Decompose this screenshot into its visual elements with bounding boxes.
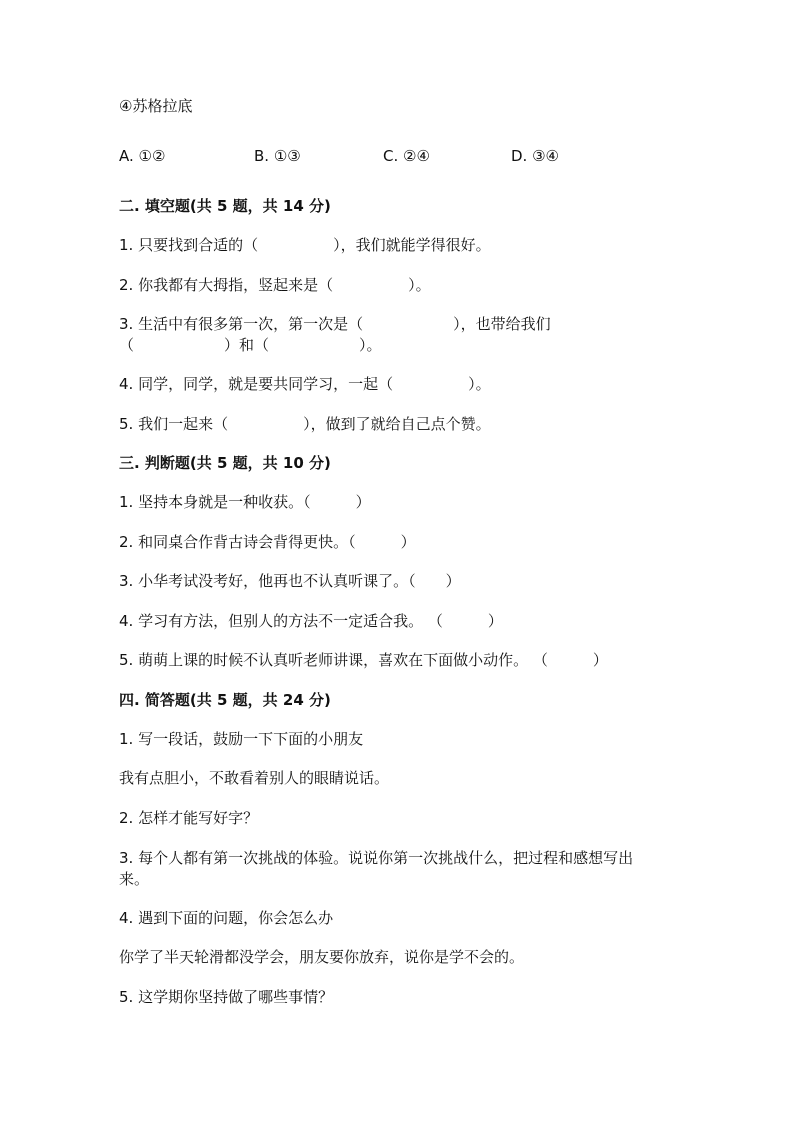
fill-question-3-line2: （ ）和（ ）。 — [119, 336, 382, 354]
option-d: D. ③④ — [511, 147, 559, 165]
section-heading-true-false: 三. 判断题(共 5 题，共 10 分) — [119, 454, 331, 472]
judge-question-4: 4. 学习有方法，但别人的方法不一定适合我。 （ ） — [119, 612, 503, 630]
judge-question-5: 5. 萌萌上课的时候不认真听老师讲课，喜欢在下面做小动作。 （ ） — [119, 651, 608, 669]
short-question-1-text: 我有点胆小，不敢看着别人的眼睛说话。 — [119, 769, 390, 787]
option-a: A. ①② — [119, 147, 166, 165]
choice-item-4: ④苏格拉底 — [119, 97, 193, 115]
fill-question-5: 5. 我们一起来（ ），做到了就给自己点个赞。 — [119, 415, 491, 433]
short-question-2: 2. 怎样才能写好字？ — [119, 809, 259, 827]
judge-question-3: 3. 小华考试没考好，他再也不认真听课了。（ ） — [119, 572, 461, 590]
short-question-5: 5. 这学期你坚持做了哪些事情？ — [119, 988, 334, 1006]
fill-question-2: 2. 你我都有大拇指，竖起来是（ ）。 — [119, 276, 431, 294]
judge-question-2: 2. 和同桌合作背古诗会背得更快。（ ） — [119, 533, 416, 551]
short-question-3-line1: 3. 每个人都有第一次挑战的体验。说说你第一次挑战什么，把过程和感想写出 — [119, 849, 634, 867]
short-question-3-line2: 来。 — [119, 870, 150, 888]
option-b: B. ①③ — [254, 147, 301, 165]
section-heading-short-answer: 四. 简答题(共 5 题，共 24 分) — [119, 691, 331, 709]
judge-question-1: 1. 坚持本身就是一种收获。（ ） — [119, 493, 371, 511]
option-c: C. ②④ — [383, 147, 430, 165]
section-heading-fill-blank: 二. 填空题(共 5 题，共 14 分) — [119, 197, 331, 215]
short-question-1: 1. 写一段话，鼓励一下下面的小朋友 — [119, 730, 364, 748]
fill-question-4: 4. 同学，同学，就是要共同学习，一起（ ）。 — [119, 375, 491, 393]
short-question-4: 4. 遇到下面的问题，你会怎么办 — [119, 909, 334, 927]
fill-question-1: 1. 只要找到合适的（ ），我们就能学得很好。 — [119, 236, 491, 254]
fill-question-3-line1: 3. 生活中有很多第一次，第一次是（ ），也带给我们 — [119, 315, 551, 333]
short-question-4-text: 你学了半天轮滑都没学会，朋友要你放弃，说你是学不会的。 — [119, 948, 525, 966]
